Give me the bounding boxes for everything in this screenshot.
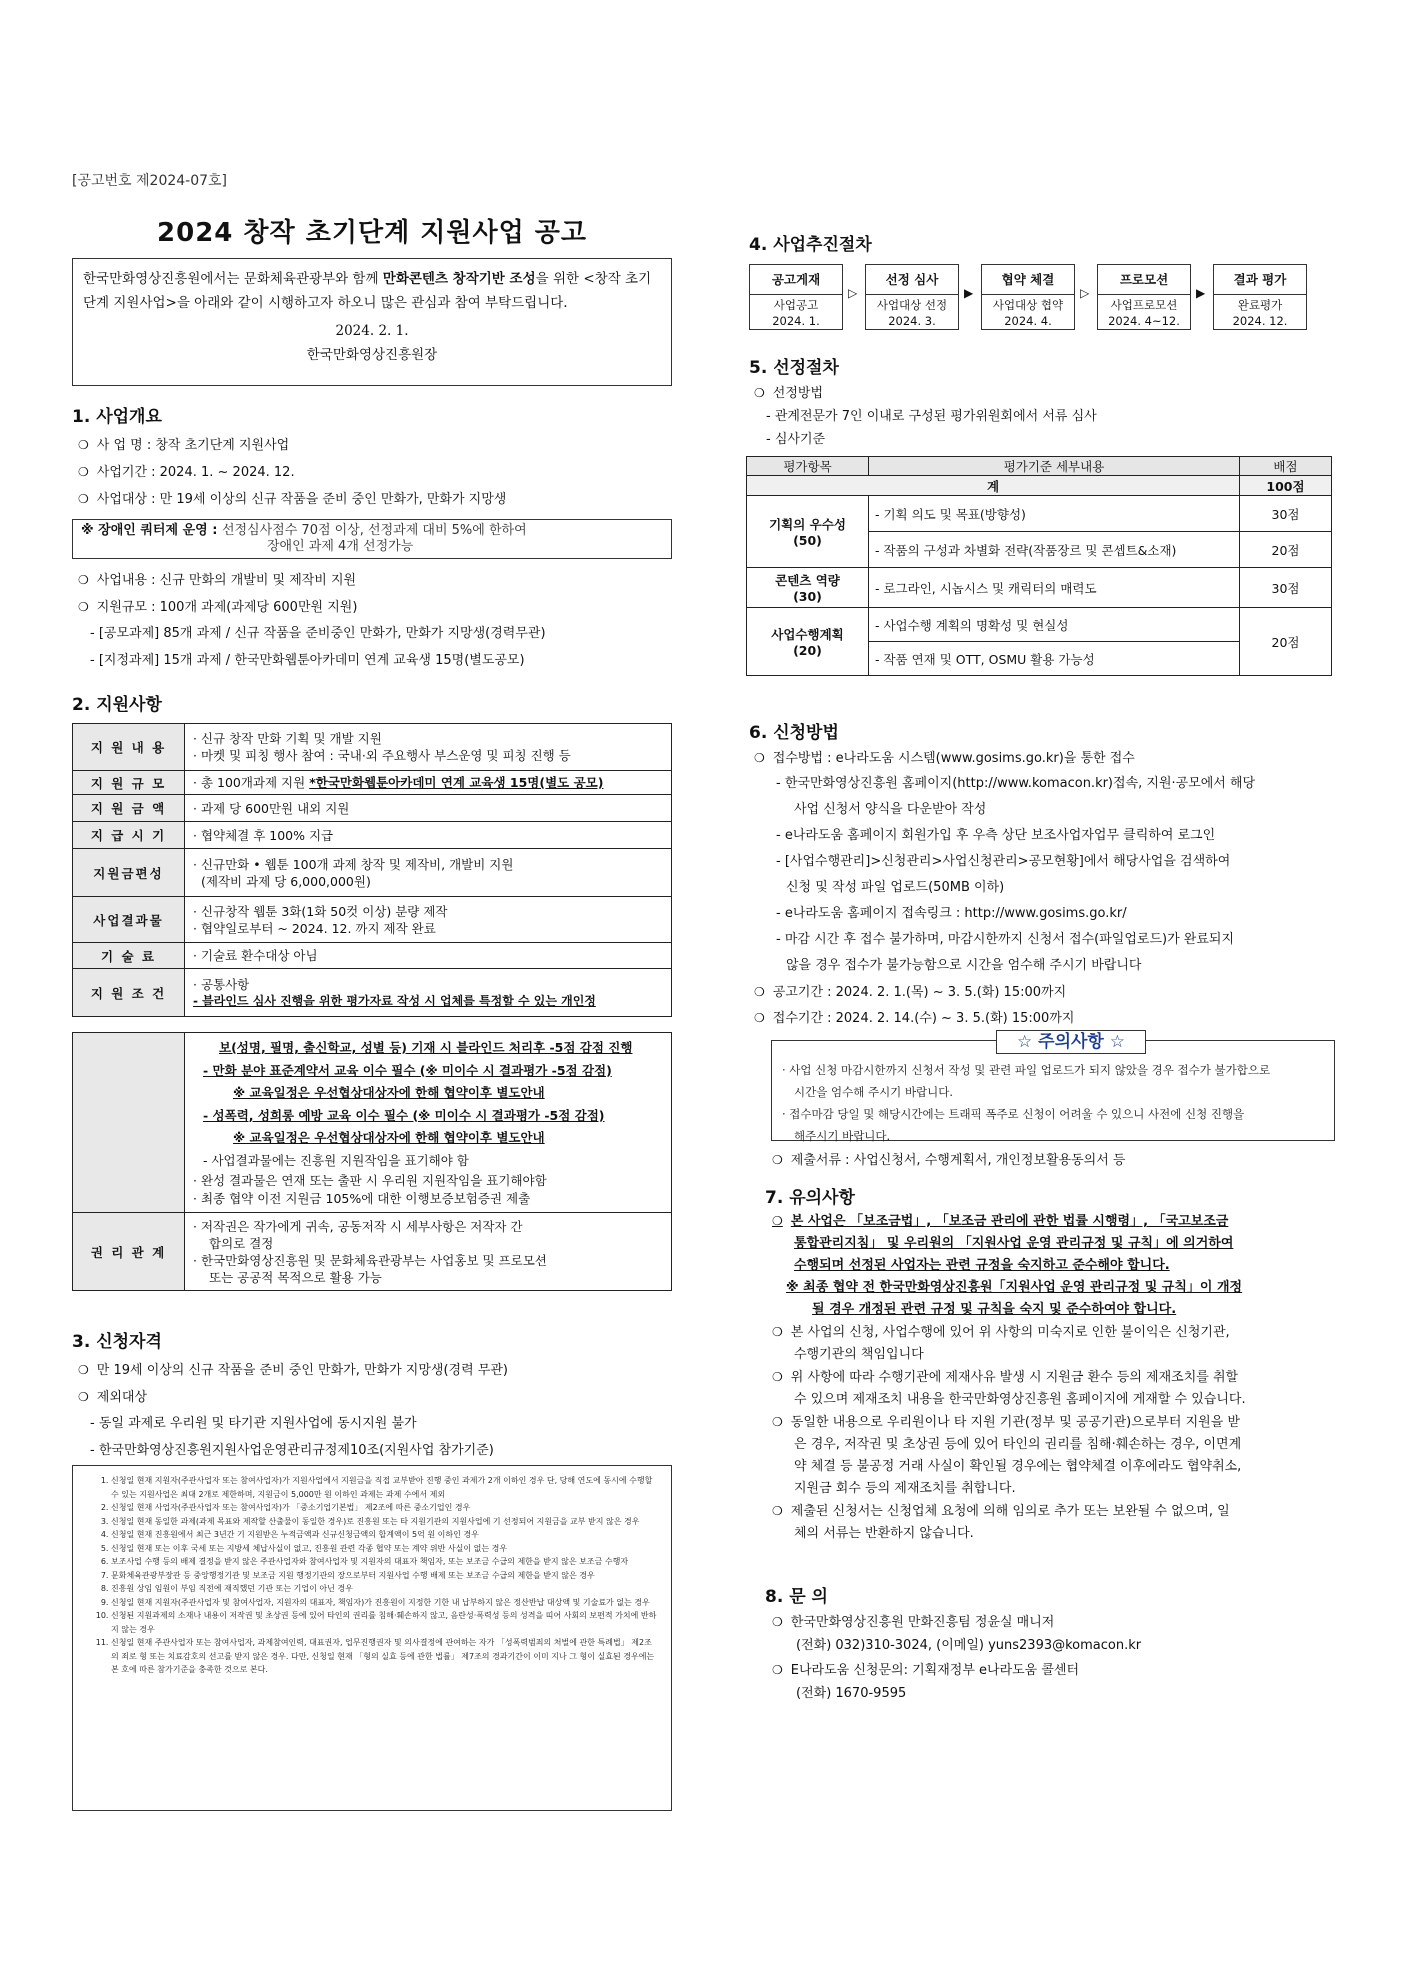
section-6-heading: 6. 신청방법 bbox=[749, 723, 839, 743]
flow-arrow-icon: ▷ bbox=[848, 286, 858, 300]
section-7-heading: 7. 유의사항 bbox=[765, 1188, 855, 1208]
section-2-heading: 2. 지원사항 bbox=[72, 695, 162, 715]
s6-announce-period: ❍ 공고기간 : 2024. 2. 1.(목) ~ 3. 5.(화) 15:00까지 bbox=[754, 982, 1066, 1003]
s6-line: - 마감 시간 후 접수 불가하며, 마감시한까지 신청서 접수(파일업로드)가 완료되지 bbox=[776, 932, 1235, 947]
flow-arrow-icon: ▷ bbox=[1080, 286, 1090, 300]
s3-exclusion-1: - 동일 과제로 우리원 및 타기관 지원사업에 동시지원 불가 bbox=[90, 1416, 417, 1431]
support-row: 지원금편성 · 신규만화 • 웹툰 100개 과제 창작 및 제작비, 개발비 지원 (제작비 과제 당 6,000,000원) bbox=[73, 849, 672, 897]
s6-line: - [사업수행관리]>신청관리>사업신청관리>공모현황]에서 해당사업을 검색하여 bbox=[776, 854, 1231, 869]
intro-date: 2024. 2. 1. bbox=[335, 323, 409, 339]
s1-content: ❍ 사업내용 : 신규 만화의 개발비 및 제작비 지원 bbox=[78, 570, 356, 591]
caution-box: · 사업 신청 마감시한까지 신청서 작성 및 관련 파일 업로드가 되지 않았을 경우 접수가 불가합으로 시간을 엄수해 주시기 바랍니다. · 접수마감 당일 및 해당시간에는 트래픽 폭주로 신청이 어려울 수 있으니 사전에 신청 진행을 해주시기 바랍니다. bbox=[771, 1040, 1335, 1141]
support-row: 권 리 관 계 · 저작권은 작가에게 귀속, 공동저작 시 세부사항은 저작자 간 합의로 결정 · 한국만화영상진흥원 및 문화체육관광부는 사업홍보 및 프로모션 또는 공공적 목적으로 활용 가능 bbox=[73, 1213, 672, 1291]
s3-exclusion: ❍ 제외대상 bbox=[78, 1387, 147, 1408]
footnote-list bbox=[99, 1474, 657, 1677]
footnote-item: 2. 신청일 현재 사업자(주관사업자 또는 참여사업자)가 「중소기업기본법」 제2조에 따른 중소기업인 경우 bbox=[111, 1501, 657, 1515]
s5-method-2: - 심사기준 bbox=[766, 432, 826, 447]
s1-scale: ❍ 지원규모 : 100개 과제(과제당 600만원 지원) bbox=[78, 597, 357, 618]
flow-step: 결과 평가 완료평가 2024. 12. bbox=[1213, 264, 1307, 330]
support-row: 지 원 내 용 · 신규 창작 만화 기획 및 개발 지원 · 마켓 및 피칭 행사 참여 : 국내·외 주요행사 부스운영 및 피칭 진행 등 bbox=[73, 724, 672, 771]
flow-step: 협약 체결 사업대상 협약 2024. 4. bbox=[981, 264, 1075, 330]
support-row: 지 원 규 모 · 총 100개과제 지원 *한국만화웹툰아카데미 연계 교육생 15명(별도 공모) bbox=[73, 771, 672, 795]
process-flow bbox=[749, 264, 1329, 330]
support-row: 지 원 금 액 · 과제 당 600만원 내외 지원 bbox=[73, 795, 672, 822]
flow-arrow-icon: ▶ bbox=[1196, 286, 1206, 300]
table-row: 평가항목 평가기준 세부내용 배점 bbox=[747, 457, 1332, 476]
footnote-item: 5. 신청일 현재 또는 이후 국세 또는 지방세 체납사실이 없고, 진흥원 관련 각종 협약 또는 계약 위반 사실이 없는 경우 bbox=[111, 1542, 657, 1556]
s5-method-1: - 관계전문가 7인 이내로 구성된 평가위원회에서 서류 심사 bbox=[766, 409, 1097, 424]
s3-eligibility: ❍ 만 19세 이상의 신규 작품을 준비 중인 만화가, 만화가 지망생(경력 무관) bbox=[78, 1360, 508, 1381]
intro-box bbox=[72, 258, 672, 386]
support-row: 지 원 조 건 · 공통사항 - 블라인드 심사 진행을 위한 평가자료 작성 시 업체를 특정할 수 있는 개인정 bbox=[73, 969, 672, 1017]
notice-item: ❍ 본 사업은 「보조금법」, 「보조금 관리에 관한 법률 시행령」, 「국고보조금 통합관리지침」 및 우리원의 「지원사업 운영 관리규정 및 규칙」에 의거하여 수행되며 선정된 사업자는 관련 규정을 숙지하고 준수해야 합니다. ※ 최종 협약 전 한국만화영상진흥원「지원사업 운영 관리규정 및 규칙」이 개정 될 경우 개정된 관련 규정 및 규칙을 숙지 및 준수하여야 합니다. ❍ 본 사업의 신청, 사업수행에 있어 위 사항의 미숙지로 인한 불이익은 신청기관, 수행기관의 책임입니다 ❍ 위 사항에 따라 수행기관에 제재사유 발생 시 지원금 환수 등의 제재조치를 취할 수 있으며 제재조치 내용을 한국만화영상진흥원 홈페이지에 게재할 수 있습니다. ❍ 동일한 내용으로 우리원이나 타 지원 기관(정부 및 공공기관)으로부터 지원을 받 은 경우, 저작권 및 초상권 등에 있어 타인의 권리를 침해·훼손하는 경우, 이면계 약 체결 등 불공정 거래 사실이 확인될 경우에는 협약체결 이후에라도 협약취소, 지원금 회수 등의 제재조치를 취합니다. ❍ 제출된 신청서는 신청업체 요청에 의해 임의로 추가 또는 보완될 수 없으며, 일 체의 서류는 반환하지 않습니다. bbox=[772, 1210, 1332, 1545]
s8-contact-a-detail: (전화) 032)310-3024, (이메일) yuns2393@komacon.kr bbox=[796, 1638, 1142, 1653]
s8-contact-b-detail: (전화) 1670-9595 bbox=[796, 1686, 907, 1701]
eligibility-footnotes bbox=[72, 1465, 672, 1811]
flow-step: 프로모션 사업프로모션 2024. 4~12. bbox=[1097, 264, 1191, 330]
footnote-item: 7. 문화체육관광부장관 등 중앙행정기관 및 보조금 지원 행정기관의 장으로부터 지원사업 수행 배제 또는 보조금 수급의 제한을 받지 않은 경우 bbox=[111, 1569, 657, 1583]
table-row: 기획의 우수성 (50) - 기획 의도 및 목표(방향성) 30점 bbox=[747, 496, 1332, 532]
s6-documents: ❍ 제출서류 : 사업신청서, 수행계획서, 개인정보활용동의서 등 bbox=[772, 1150, 1125, 1171]
s8-contact-b: ❍ E나라도움 신청문의: 기획재정부 e나라도움 콜센터 bbox=[772, 1660, 1079, 1681]
support-row: 보(성명, 필명, 출신학교, 성별 등) 기재 시 블라인드 처리후 -5점 감점 진행 - 만화 분야 표준계약서 교육 이수 필수 (※ 미이수 시 결과평가 -5점 감점) ※ 교육일정은 우선협상대상자에 한해 협약이후 별도안내 - 성폭력, 성희롱 예방 교육 이수 필수 (※ 미이수 시 결과평가 -5점 감점) ※ 교육일정은 우선협상대상자에 한해 협약이후 별도안내 - 사업결과물에는 진흥원 지원작임을 표기해야 함 · 완성 결과물은 연재 또는 출판 시 우리원 지원작임을 표기해야함 · 최종 협약 이전 지원금 105%에 대한 이행보증보험증권 제출 bbox=[73, 1033, 672, 1213]
footnote-item: 11. 신청일 현재 주관사업자 또는 참여사업자, 과제참여인력, 대표권자, 업무진행권자 및 의사결정에 관여하는 자가 「성폭력범죄의 처벌에 관한 특례법」 제2조의 죄로 형 또는 치료감호의 선고를 받지 않은 경우. 다만, 신청일 현재 「형의 실효 등에 관한 법률」 제7조의 경과기간이 이미 지나 그 형이 실효된 경우에는 본 호에 따른 참가기준을 충족한 것으로 본다. bbox=[111, 1636, 657, 1677]
footnote-item: 4. 신청일 현재 진흥원에서 최근 3년간 기 지원받은 누적금액과 신규신청금액의 합계액이 5억 원 이하인 경우 bbox=[111, 1528, 657, 1542]
flow-arrow-icon: ▶ bbox=[964, 286, 974, 300]
footnote-item: 1. 신청일 현재 지원자(주관사업자 또는 참여사업자)가 지원사업에서 지원금을 직접 교부받아 진행 중인 과제가 2개 이하인 경우 단, 당해 연도에 동시에 수행할 수 있는 지원사업은 최대 2개로 제한하며, 지원금이 5,000만 원 이하인 과제는 과제 수에서 제외 bbox=[111, 1474, 657, 1501]
s6-line: 않을 경우 접수가 불가능함으로 시간을 엄수해 주시기 바랍니다 bbox=[786, 958, 1142, 973]
page-title: 2024 창작 초기단계 지원사업 공고 bbox=[157, 218, 587, 248]
table-row: 사업수행계획 (20) - 사업수행 계획의 명확성 및 현실성 20점 bbox=[747, 608, 1332, 642]
footnote-item: 8. 진흥원 상임 임원이 부임 직전에 재직했던 기관 또는 기업이 아닌 경우 bbox=[111, 1582, 657, 1596]
disability-quota-box: ※ 장애인 쿼터제 운영 : 선정심사점수 70점 이상, 선정과제 대비 5%에 한하여 장애인 과제 4개 선정가능 bbox=[72, 519, 672, 559]
s1-period: ❍ 사업기간 : 2024. 1. ~ 2024. 12. bbox=[78, 462, 295, 483]
table-row: 콘텐츠 역량 (30) - 로그라인, 시놉시스 및 캐릭터의 매력도 30점 bbox=[747, 568, 1332, 608]
s1-scale-b: - [지정과제] 15개 과제 / 한국만화웹툰아카데미 연계 교육생 15명(별도공모) bbox=[90, 653, 525, 668]
s8-contact-a: ❍ 한국만화영상진흥원 만화진흥팀 정윤실 매니저 bbox=[772, 1612, 1054, 1633]
table-row: - 작품 연재 및 OTT, OSMU 활용 가능성 bbox=[747, 642, 1332, 676]
s6-line: - 한국만화영상진흥원 홈페이지(http://www.komacon.kr)접속, 지원·공모에서 해당 bbox=[776, 776, 1256, 791]
caution-title: ☆ 주의사항 ☆ bbox=[996, 1030, 1146, 1054]
support-table bbox=[72, 723, 672, 1017]
s1-name: ❍ 사 업 명 : 창작 초기단계 지원사업 bbox=[78, 435, 289, 456]
footnote-item: 6. 보조사업 수행 등의 배제 결정을 받지 않은 주관사업자와 참여사업자 및 지원자의 대표자 책임자, 또는 보조금 수급의 제한을 받지 않은 보조금 수행자 bbox=[111, 1555, 657, 1569]
support-table-continued bbox=[72, 1032, 672, 1291]
footnote-item: 9. 신청일 현재 지원자(주관사업자 및 참여사업자, 지원자의 대표자, 책임자)가 진흥원이 지정한 기한 내 납부하지 않은 정산반납 대상액 및 기술료가 없는 경우 bbox=[111, 1596, 657, 1610]
support-row: 사업결과물 · 신규창작 웹툰 3화(1화 50컷 이상) 분량 제작 · 협약일로부터 ~ 2024. 12. 까지 제작 완료 bbox=[73, 897, 672, 943]
section-8-heading: 8. 문 의 bbox=[765, 1587, 828, 1607]
footnote-item: 10. 신청된 지원과제의 소재나 내용이 저작권 및 초상권 등에 있어 타인의 권리를 침해·훼손하지 않고, 음란성·폭력성 등의 성격을 띠어 사회의 보편적 가치에 반하지 않는 경우 bbox=[111, 1609, 657, 1636]
s6-line: - e나라도움 홈페이지 회원가입 후 우측 상단 보조사업자업무 클릭하여 로그인 bbox=[776, 828, 1216, 843]
section-5-heading: 5. 선정절차 bbox=[749, 358, 839, 378]
section-3-heading: 3. 신청자격 bbox=[72, 1332, 162, 1352]
selection-criteria-table bbox=[746, 456, 1332, 676]
notice-number: [공고번호 제2024-07호] bbox=[72, 173, 228, 189]
s1-target: ❍ 사업대상 : 만 19세 이상의 신규 작품을 준비 중인 만화가, 만화가 지망생 bbox=[78, 489, 506, 510]
s6-submit-period: ❍ 접수기간 : 2024. 2. 14.(수) ~ 3. 5.(화) 15:00까지 bbox=[754, 1008, 1074, 1029]
s5-method: ❍ 선정방법 bbox=[754, 383, 823, 404]
s6-line: - e나라도움 홈페이지 접속링크 : http://www.gosims.go.kr/ bbox=[776, 906, 1127, 921]
s6-line: ❍ 접수방법 : e나라도움 시스템(www.gosims.go.kr)을 통한 접수 bbox=[754, 748, 1135, 769]
intro-org: 한국만화영상진흥원장 bbox=[306, 347, 438, 363]
support-row: 기 술 료 · 기술료 환수대상 아님 bbox=[73, 943, 672, 969]
flow-step: 선정 심사 사업대상 선정 2024. 3. bbox=[865, 264, 959, 330]
s6-line: 신청 및 작성 파일 업로드(50MB 이하) bbox=[786, 880, 1005, 895]
section-4-heading: 4. 사업추진절차 bbox=[749, 235, 872, 255]
flow-step: 공고게재 사업공고 2024. 1. bbox=[749, 264, 843, 330]
intro-body: 한국만화영상진흥원에서는 문화체육관광부와 함께 만화콘텐츠 창작기반 조성을 위한 <창작 초기단계 지원사업>을 아래와 같이 시행하고자 하오니 많은 관심과 참여 부탁드립니다. bbox=[83, 271, 652, 311]
s3-exclusion-2: - 한국만화영상진흥원지원사업운영관리규정제10조(지원사업 참가기준) bbox=[90, 1443, 494, 1458]
footnote-item: 3. 신청일 현재 동일한 과제(과제 목표와 제작할 산출물이 동일한 경우)로 진흥원 또는 타 지원기관의 지원사업에 기 선정되어 지원금을 교부 받지 않은 경우 bbox=[111, 1515, 657, 1529]
table-row: - 작품의 구성과 차별화 전략(작품장르 및 콘셉트&소재) 20점 bbox=[747, 532, 1332, 568]
s1-scale-a: - [공모과제] 85개 과제 / 신규 작품을 준비중인 만화가, 만화가 지망생(경력무관) bbox=[90, 626, 546, 641]
table-row: 계 100점 bbox=[747, 476, 1332, 496]
support-row: 지 급 시 기 · 협약체결 후 100% 지급 bbox=[73, 822, 672, 849]
s6-line: 사업 신청서 양식을 다운받아 작성 bbox=[794, 802, 987, 817]
section-1-heading: 1. 사업개요 bbox=[72, 407, 162, 427]
